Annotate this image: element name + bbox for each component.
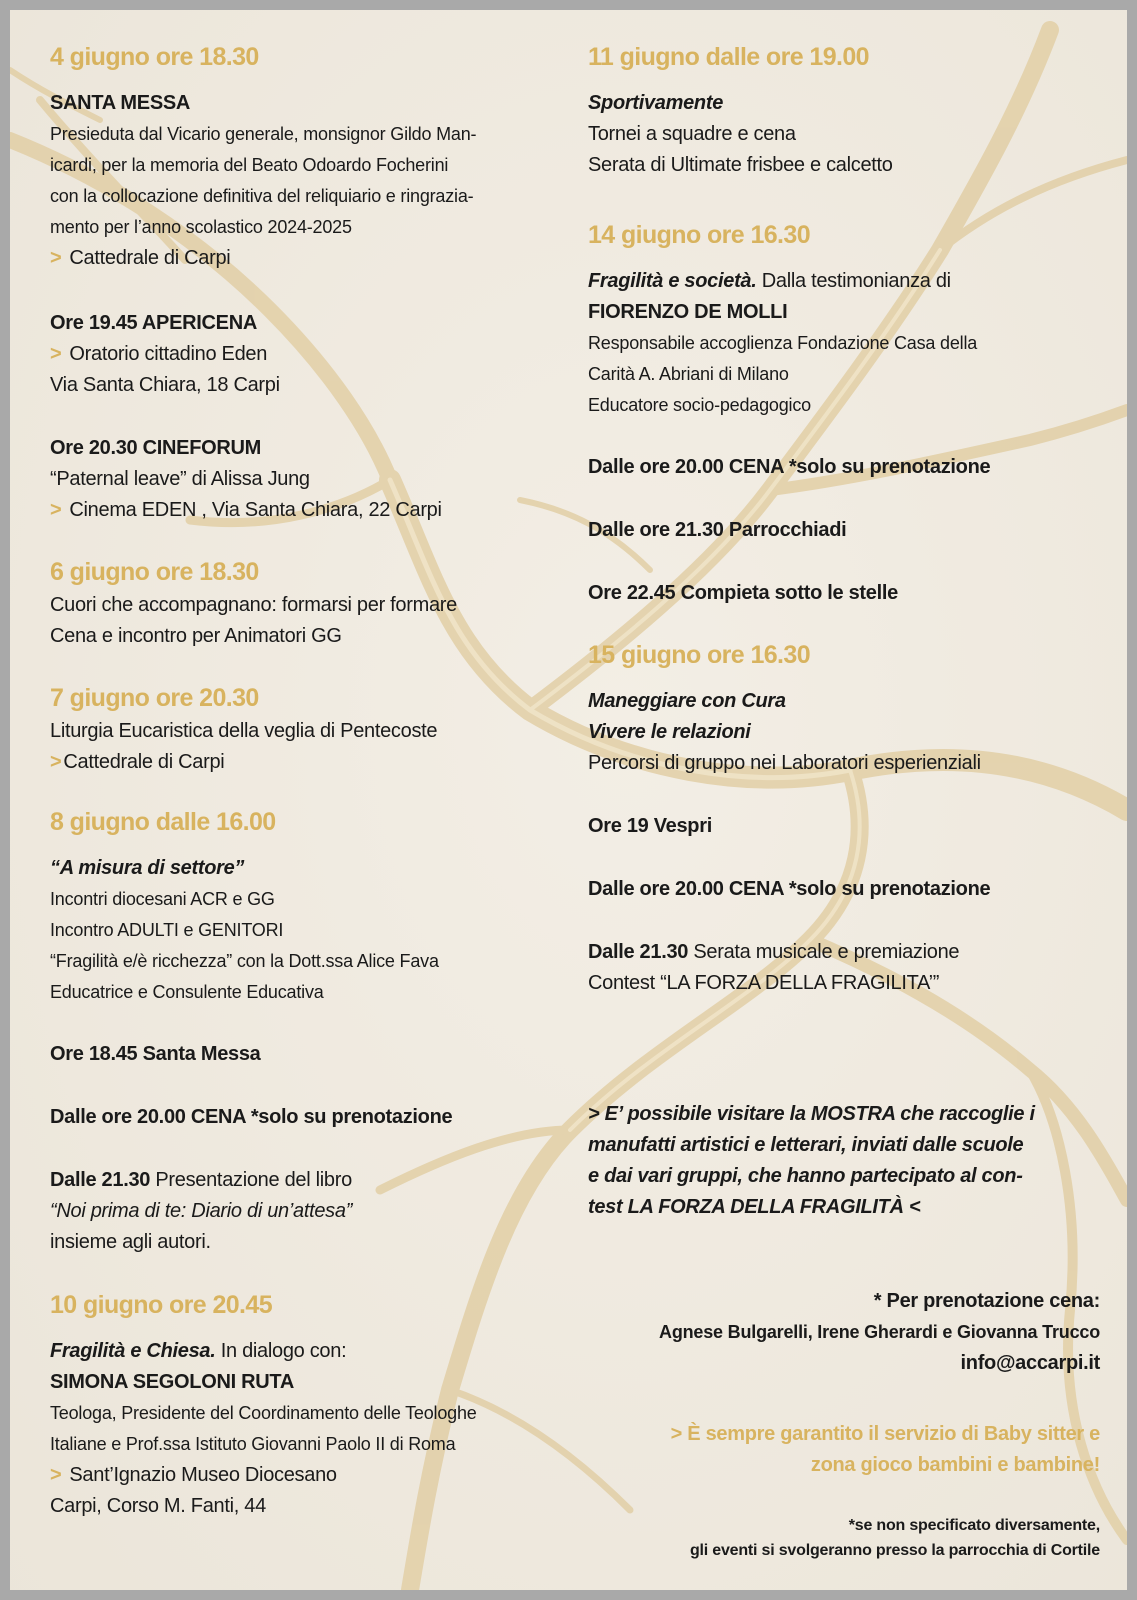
event-line: Serata di Ultimate frisbee e calcetto: [588, 154, 893, 176]
event-date: 15 giugno ore 16.30: [588, 641, 811, 669]
event-6-june: [50, 557, 570, 652]
event-guest: FIORENZO DE MOLLI: [588, 301, 788, 323]
event-desc-line: Presieduta dal Vicario generale, monsignor Gildo Man-: [50, 124, 477, 144]
mostra-line: test LA FORZA DELLA FRAGILITÀ <: [588, 1196, 921, 1218]
event-parrocchiadi: Dalle ore 21.30 Parrocchiadi: [588, 519, 847, 541]
event-address: Via Santa Chiara, 18 Carpi: [50, 374, 280, 396]
event-text: Serata musicale e premiazione: [688, 941, 960, 963]
event-date: 8 giugno dalle 16.00: [50, 808, 276, 836]
event-line: Incontro ADULTI e GENITORI: [50, 920, 284, 940]
event-11-june: [588, 42, 1110, 181]
arrow-icon: >: [50, 343, 62, 365]
event-title: Ore 20.30 CINEFORUM: [50, 437, 262, 459]
event-place: Cattedrale di Carpi: [69, 247, 231, 269]
event-title: Sportivamente: [588, 92, 724, 114]
mostra-line: manufatti artistici e letterari, inviati dalle scuole: [588, 1134, 1024, 1156]
event-cena: Dalle ore 20.00 CENA *solo su prenotazione: [588, 878, 991, 900]
event-place: Cattedrale di Carpi: [63, 751, 225, 773]
babysitter-line: > È sempre garantito il servizio di Baby sitter e: [670, 1423, 1100, 1445]
event-desc-line: con la collocazione definitiva del reliquiario e ringrazia-: [50, 186, 474, 206]
event-text: In dialogo con:: [215, 1340, 347, 1362]
event-title: Ore 19.45 APERICENA: [50, 312, 257, 334]
event-title: SANTA MESSA: [50, 92, 191, 114]
event-7-june: [50, 683, 570, 778]
booking-info: [588, 1286, 1100, 1379]
event-time: Dalle 21.30: [588, 941, 689, 963]
event-title: Maneggiare con Cura: [588, 690, 786, 712]
arrow-icon: >: [50, 247, 62, 269]
event-contest: Contest “LA FORZA DELLA FRAGILITA’”: [588, 972, 940, 994]
event-date: 14 giugno ore 16.30: [588, 221, 811, 249]
event-10-june: [50, 1290, 570, 1522]
event-desc-line: Italiane e Prof.ssa Istituto Giovanni Paolo II di Roma: [50, 1434, 456, 1454]
mostra-line: > E’ possibile visitare la MOSTRA che raccoglie i: [588, 1103, 1035, 1125]
event-text: Presentazione del libro: [150, 1169, 352, 1191]
event-film: “Paternal leave” di Alissa Jung: [50, 468, 310, 490]
event-apericena: [50, 308, 570, 401]
event-theme: Fragilità e società.: [588, 270, 757, 292]
note-line: *se non specificato diversamente,: [848, 1517, 1100, 1534]
event-line: Liturgia Eucaristica della veglia di Pentecoste: [50, 720, 438, 742]
event-place: Sant’Ignazio Museo Diocesano: [69, 1464, 337, 1486]
event-theme: Fragilità e Chiesa.: [50, 1340, 216, 1362]
event-line: Educatrice e Consulente Educativa: [50, 982, 324, 1002]
booking-title: * Per prenotazione cena:: [873, 1290, 1100, 1312]
event-title: “A misura di settore”: [50, 857, 245, 879]
event-messa: Ore 18.45 Santa Messa: [50, 1043, 261, 1065]
event-date: 11 giugno dalle ore 19.00: [588, 43, 869, 71]
event-vespri: Ore 19 Vespri: [588, 815, 712, 837]
event-4-june: [50, 42, 570, 274]
arrow-icon: >: [50, 751, 62, 773]
event-cena: Dalle ore 20.00 CENA *solo su prenotazione: [588, 456, 991, 478]
event-date: 4 giugno ore 18.30: [50, 43, 259, 71]
note-line: gli eventi si svolgeranno presso la parrocchia di Cortile: [689, 1542, 1100, 1559]
flyer-page: [10, 10, 1127, 1590]
arrow-icon: >: [50, 1464, 62, 1486]
event-subtitle: Vivere le relazioni: [588, 721, 751, 743]
location-note: [588, 1513, 1100, 1563]
event-15-june: [588, 640, 1110, 999]
event-desc-line: icardi, per la memoria del Beato Odoardo Focherini: [50, 155, 449, 175]
event-line: insieme agli autori.: [50, 1231, 211, 1253]
event-line: Cuori che accompagnano: formarsi per formare: [50, 594, 457, 616]
event-line: Incontri diocesani ACR e GG: [50, 889, 275, 909]
event-desc-line: Responsabile accoglienza Fondazione Casa della: [588, 333, 978, 353]
event-line: Tornei a squadre e cena: [588, 123, 796, 145]
event-desc-line: Educatore socio-pedagogico: [588, 395, 811, 415]
mostra-note: [588, 1099, 1110, 1223]
babysitter-line: zona gioco bambini e bambine!: [810, 1454, 1100, 1476]
event-desc-line: Carità A. Abriani di Milano: [588, 364, 789, 384]
event-8-june: [50, 807, 570, 1258]
mostra-line: e dai vari gruppi, che hanno partecipato al con-: [588, 1165, 1023, 1187]
event-line: “Fragilità e/è ricchezza” con la Dott.ssa Alice Fava: [50, 951, 439, 971]
event-time: Dalle 21.30: [50, 1169, 151, 1191]
event-line: Cena e incontro per Animatori GG: [50, 625, 342, 647]
event-text: Dalla testimonianza di: [756, 270, 951, 292]
event-line: Percorsi di gruppo nei Laboratori esperienziali: [588, 752, 981, 774]
book-title: “Noi prima di te: Diario di un’attesa”: [50, 1200, 353, 1222]
event-place: Oratorio cittadino Eden: [69, 343, 268, 365]
event-desc-line: Teologa, Presidente del Coordinamento delle Teologhe: [50, 1403, 477, 1423]
event-place: Cinema EDEN , Via Santa Chiara, 22 Carpi: [69, 499, 442, 521]
event-14-june: [588, 220, 1110, 609]
event-date: 10 giugno ore 20.45: [50, 1291, 273, 1319]
babysitter-note: [588, 1419, 1100, 1481]
booking-names: Agnese Bulgarelli, Irene Gherardi e Giovanna Trucco: [659, 1322, 1100, 1342]
event-date: 6 giugno ore 18.30: [50, 558, 259, 586]
event-cineforum: [50, 433, 570, 526]
event-cena: Dalle ore 20.00 CENA *solo su prenotazione: [50, 1106, 453, 1128]
event-date: 7 giugno ore 20.30: [50, 684, 259, 712]
event-guest: SIMONA SEGOLONI RUTA: [50, 1371, 295, 1393]
booking-email[interactable]: info@accarpi.it: [960, 1352, 1100, 1374]
arrow-icon: >: [50, 499, 62, 521]
event-desc-line: mento per l’anno scolastico 2024-2025: [50, 217, 352, 237]
event-address: Carpi, Corso M. Fanti, 44: [50, 1495, 266, 1517]
event-compieta: Ore 22.45 Compieta sotto le stelle: [588, 582, 898, 604]
